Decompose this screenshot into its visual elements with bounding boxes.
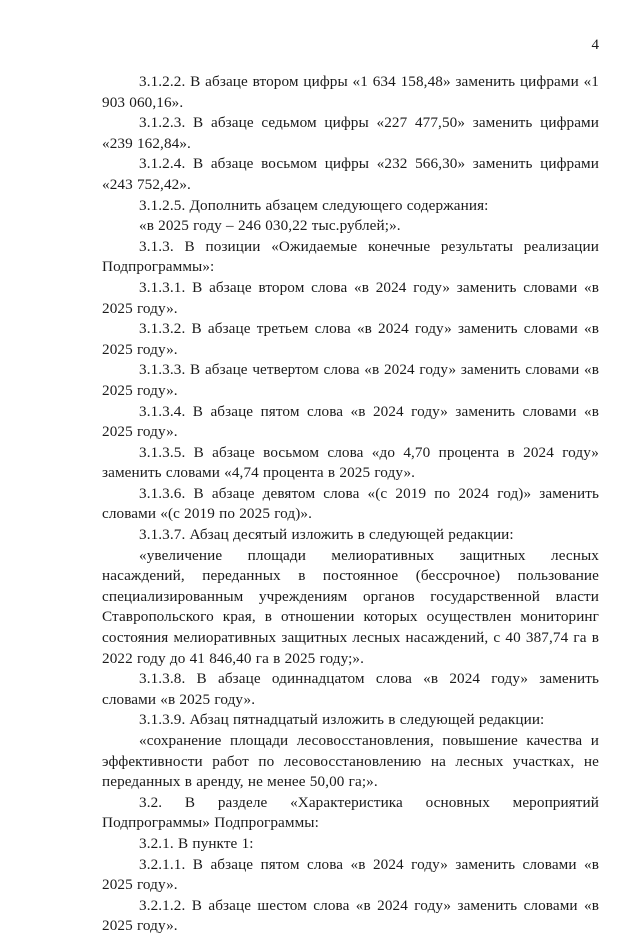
paragraph-3-1-3-2: 3.1.3.2. В абзаце третьем слова «в 2024 году» заменить словами «в 2025 году». xyxy=(102,320,599,358)
paragraph-3-2-1-2: 3.2.1.2. В абзаце шестом слова «в 2024 году» заменить словами «в 2025 году». xyxy=(102,896,599,935)
paragraph-3-1-3-1: 3.1.3.1. В абзаце втором слова «в 2024 году» заменить словами «в 2025 году». xyxy=(102,278,599,317)
paragraph-3-2: 3.2. В разделе «Характеристика основных мероприятий Подпрограммы» Подпрограммы: xyxy=(102,793,599,832)
document-body xyxy=(102,72,599,937)
paragraph-3-1-2-3: 3.1.2.3. В абзаце седьмом цифры «227 477,50» заменить цифрами «239 162,84». xyxy=(102,114,599,152)
paragraph-3-1-2-2: 3.1.2.2. В абзаце втором цифры «1 634 158,48» заменить цифрами «1 903 060,16». xyxy=(102,73,599,111)
paragraph-3-1-3-6: 3.1.3.6. В абзаце девятом слова «(с 2019 по 2024 год)» заменить словами «(с 2019 по 2025 год)». xyxy=(102,484,599,523)
paragraph-3-1-3-3: 3.1.3.3. В абзаце четвертом слова «в 2024 году» заменить словами «в 2025 году». xyxy=(102,361,599,399)
paragraph-3-2-1: 3.2.1. В пункте 1: xyxy=(139,834,254,852)
paragraph-3-2-1-1: 3.2.1.1. В абзаце пятом слова «в 2024 году» заменить словами «в 2025 году». xyxy=(102,855,599,894)
page-number: 4 xyxy=(591,37,599,53)
paragraph-3-1-3-9: 3.1.3.9. Абзац пятнадцатый изложить в следующей редакции: xyxy=(139,711,545,729)
paragraph-3-1-2-4: 3.1.2.4. В абзаце восьмом цифры «232 566,30» заменить цифрами «243 752,42». xyxy=(102,155,599,193)
paragraph-quote-increase-area: «увеличение площади мелиоративных защитных лесных насаждений, переданных в постоянное (бессрочное) пользование специализированным учреждениям органов государственной власти Ставропольского края, в отношении которых осуществлен мониторинг состояния мелиоративных защитных лесных насаждений, с 40 387,74 га в 2022 году до 41 846,40 га в 2025 году;». xyxy=(102,546,599,667)
paragraph-3-1-3-4: 3.1.3.4. В абзаце пятом слова «в 2024 году» заменить словами «в 2025 году». xyxy=(102,402,599,441)
paragraph-3-1-3-7: 3.1.3.7. Абзац десятый изложить в следующей редакции: xyxy=(139,526,514,544)
paragraph-3-1-3-8: 3.1.3.8. В абзаце одиннадцатом слова «в 2024 году» заменить словами «в 2025 году». xyxy=(102,670,599,708)
paragraph-quote-reforestation: «сохранение площади лесовосстановления, повышение качества и эффективности работ по лесовосстановлению на лесных участках, не переданных в аренду, не менее 50,00 га;». xyxy=(102,732,599,791)
paragraph-3-1-2-5: 3.1.2.5. Дополнить абзацем следующего содержания: xyxy=(139,196,489,214)
paragraph-3-1-3: 3.1.3. В позиции «Ожидаемые конечные результаты реализации Подпрограммы»: xyxy=(102,237,599,276)
paragraph-3-1-3-5: 3.1.3.5. В абзаце восьмом слова «до 4,70 процента в 2024 году» заменить словами «4,74 процента в 2025 году». xyxy=(102,443,599,482)
paragraph-quote-2025: «в 2025 году – 246 030,22 тыс.рублей;». xyxy=(139,217,401,235)
